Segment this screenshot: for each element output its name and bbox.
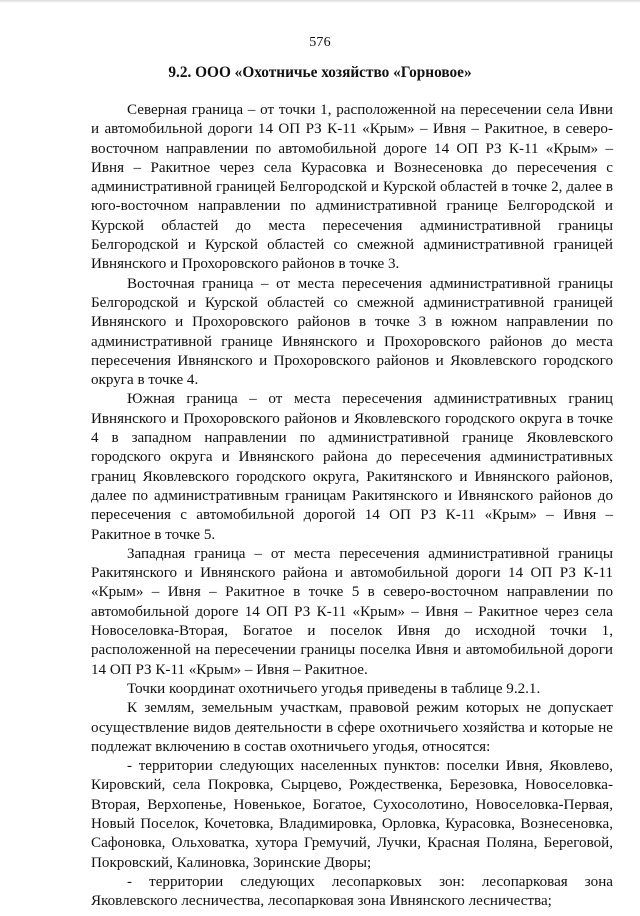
document-body (91, 101, 613, 911)
west-boundary-paragraph: Западная граница – от места пересечения административной границы Ракитянского и Ивнянского района и автомобильной дороги 14 ОП РЗ К-11 «Крым» – Ивня – Ракитное в точке 5 в северо-восточном направлении по автомобильной дороге 14 ОП РЗ К-11 «Крым» – Ивня – Ракитное через села Новоселовка-Вторая, Богатое и поселок Ивня до исходной точки 1, расположенной на пересечении границы поселка Ивня и автомобильной дороги 14 ОП РЗ К-11 «Крым» – Ивня – Ракитное. (91, 545, 613, 678)
east-boundary-paragraph: Восточная граница – от места пересечения административной границы Белгородской и Курской областей со смежной административной границей Ивнянского и Прохоровского районов в точке 3 в южном направлении по административной границе Ивнянского и Прохоровского районов до места пересечения Ивнянского и Прохоровского районов и Яковлевского городского округа в точке 4. (91, 275, 613, 389)
excluded-lands-intro-paragraph: К землям, земельным участкам, правовой режим которых не допускает осуществление видов деятельности в сфере охотничьего хозяйства и которые не подлежат включению в состав охотничьего угодья, относятся: (91, 700, 613, 755)
forest-park-zones-list-item: - территории следующих лесопарковых зон: лесопарковая зона Яковлевского лесничества, лесопарковая зона Ивнянского лесничества; (91, 873, 613, 910)
settlements-list-item: - территории следующих населенных пунктов: поселки Ивня, Яковлево, Кировский, села Покровка, Сырцево, Рождественка, Березовка, Новоселовка-Вторая, Верхопенье, Новенькое, Богатое, Сухосолотино, Новоселовка-Первая, Новый Поселок, Кочетовка, Владимировка, Орловка, Курасовка, Вознесеновка, Сафоновка, Ольховатка, хутора Гремучий, Лучки, Красная Поляна, Береговой, Покровский, Калиновка, Зоринские Дворы; (91, 758, 613, 871)
north-boundary-paragraph: Северная граница – от точки 1, расположенной на пересечении села Ивни и автомобильной дороги 14 ОП РЗ К-11 «Крым» – Ивня – Ракитное, в северо-восточном направлении по автомобильной дороге 14 ОП РЗ К-11 «Крым» – Ивня – Ракитное через села Курасовка и Вознесеновка до пересечения с административной границей Белгородской и Курской областей в точке 2, далее в юго-восточном направлении по административной границе Белгородской и Курской областей до места пересечения административной границы Белгородской и Курской областей со смежной административной границей Ивнянского и Прохоровского районов в точке 3. (91, 102, 613, 273)
coordinates-reference-paragraph: Точки координат охотничьего угодья приведены в таблице 9.2.1. (127, 680, 541, 697)
south-boundary-paragraph: Южная граница – от места пересечения административных границ Ивнянского и Прохоровского районов и Яковлевского городского округа в точке 4 в западном направлении по административной границе Яковлевского городского округа и Ивнянского района до пересечения административных границ Яковлевского городского округа, Ракитянского и Ивнянского районов, далее по административным границам Ракитянского и Ивнянского районов до пересечения с автомобильной дорогой 14 ОП РЗ К-11 «Крым» – Ивня – Ракитное в точке 5. (91, 391, 613, 543)
page-number: 576 (309, 35, 331, 50)
section-title: 9.2. ООО «Охотничье хозяйство «Горновое» (168, 64, 472, 81)
scan-edge (0, 0, 640, 3)
